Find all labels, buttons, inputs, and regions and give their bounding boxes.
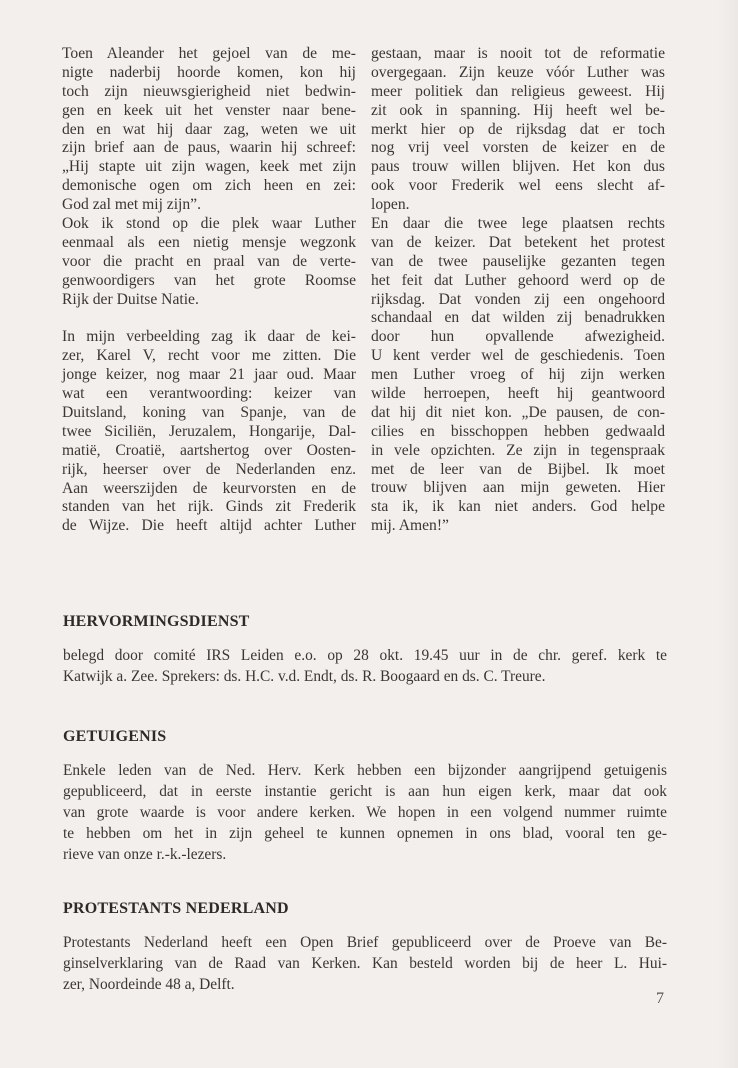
text-line: wilde herroepen, heeft hij geantwoord [371,385,665,403]
section-body [63,645,667,687]
text-line: het feit dat Luther gehoord werd op de [371,271,665,289]
text-line: nog vrij veel vorsten de keizer en de [371,139,665,157]
text-line: nigte naderbij hoorde komen, kon hij [62,63,356,81]
paragraph-gap [62,309,356,328]
section-heading: HERVORMINGSDIENST [63,613,250,630]
text-line: rieve van onze r.-k.-lezers. [63,846,227,863]
text-line: meer politiek dan religieus geweest. Hij [371,82,665,100]
text-line: twee Siciliën, Jeruzalem, Hongarije, Dal- [62,422,356,440]
text-line: demonische ogen om zich heen en zei: [62,177,356,195]
text-line: toch zijn nieuwsgierigheid niet bedwin- [62,82,356,100]
text-line: de Wijze. Die heeft altijd achter Luther [62,517,356,535]
text-line: Enkele leden van de Ned. Herv. Kerk hebben een bijzonder aangrijpend getuigenis [63,762,667,779]
text-line: eenmaal als een nietig mensje wegzonk [62,233,356,251]
text-line: „Hij stapte uit zijn wagen, keek met zijn [62,158,356,176]
section-body [63,932,667,995]
text-line: genwoordigers van het grote Roomse [62,271,356,289]
text-line: schandaal en dat wilden zij benadrukken [371,309,665,327]
text-line: door hun opvallende afwezigheid. [371,328,665,346]
text-line: Duitsland, koning van Spanje, van de [62,404,356,422]
text-line: van de keizer. Dat betekent het protest [371,233,665,251]
text-line: merkt hier op de rijksdag dat er toch [371,120,665,138]
text-line: den en wat hij daar zag, weten we uit [62,120,356,138]
section-heading: PROTESTANTS NEDERLAND [63,900,289,917]
text-line: rijksdag. Dat vonden zij een ongehoord [371,290,665,308]
article-column-left [62,45,356,536]
text-line: lopen. [371,196,410,214]
text-line: zer, Noordeinde 48 a, Delft. [63,976,235,993]
section-getuigenis [63,728,667,865]
text-line: mij. Amen!” [371,517,449,535]
text-line: in vele opzichten. Ze zijn in tegenspraak [371,441,665,459]
text-line: gepubliceerd, dat in eerste instantie gericht is aan hun eigen kerk, maar dat ook [63,783,667,800]
text-line: gen en keek uit het venster naar bene- [62,101,356,119]
page-edge-shadow [718,0,738,1068]
text-line: zit ook in spanning. Hij heeft wel be- [371,101,665,119]
text-line: paus trouw willen blijven. Het kon dus [371,158,665,176]
text-line: Katwijk a. Zee. Sprekers: ds. H.C. v.d. Endt, ds. R. Boogaard en ds. C. Treure. [63,668,546,685]
text-line: trouw blijven aan mijn geweten. Hier [371,479,665,497]
text-line: jonge keizer, nog maar 21 jaar oud. Maar [62,366,356,384]
text-line: Rijk der Duitse Natie. [62,290,199,308]
text-line: te hebben om het in zijn geheel te kunnen opnemen in ons blad, vooral ten ge- [63,825,667,842]
section-heading: GETUIGENIS [63,728,167,745]
text-line: Protestants Nederland heeft een Open Brief gepubliceerd over de Proeve van Be- [63,934,667,951]
text-line: sta ik, ik kan niet anders. God helpe [371,498,665,516]
article-column-right [371,45,665,536]
section-hervormingsdienst [63,613,667,687]
text-line: van de twee pauselijke gezanten tegen [371,252,665,270]
text-line: cilies en bisschoppen hebben gedwaald [371,422,665,440]
text-line: In mijn verbeelding zag ik daar de kei- [62,328,356,346]
text-line: U kent verder wel de geschiedenis. Toen [371,347,665,365]
section-body [63,760,667,865]
text-line: belegd door comité IRS Leiden e.o. op 28 okt. 19.45 uur in de chr. geref. kerk te [63,647,667,664]
text-line: ook voor Frederik wel eens slecht af- [371,177,665,195]
text-line: dat hij dit niet kon. „De pausen, de con- [371,403,665,421]
page-number: 7 [656,990,664,1007]
text-line: gestaan, maar is nooit tot de reformatie [371,45,665,62]
text-line: Aan weerszijden de keurvorsten en de [62,479,356,497]
text-line: men Luther vroeg of hij zijn werken [371,366,665,384]
text-line: zijn brief aan de paus, waarin hij schreef: [62,139,356,157]
text-line: matië, Croatië, aartshertog over Oosten- [62,441,356,459]
text-line: wat een verantwoording: keizer van [62,385,356,403]
text-line: Toen Aleander het gejoel van de me- [62,45,356,62]
text-line: En daar die twee lege plaatsen rechts [371,215,665,233]
text-line: God zal met mij zijn”. [62,196,202,214]
text-line: zer, Karel V, recht voor me zitten. Die [62,347,356,365]
text-line: met de leer van de Bijbel. Ik moet [371,460,665,478]
text-line: van grote waarde is voor andere kerken. We hopen in een volgend nummer ruimte [63,804,667,821]
text-line: rijk, heerser over de Nederlanden enz. [62,460,356,478]
text-line: overgegaan. Zijn keuze vóór Luther was [371,63,665,81]
text-line: standen van het rijk. Ginds zit Frederik [62,498,356,516]
text-line: Ook ik stond op die plek waar Luther [62,215,356,233]
text-line: ginselverklaring van de Raad van Kerken. Kan besteld worden bij de heer L. Hui- [63,955,667,972]
section-protestants-nederland [63,900,667,995]
text-line: voor die pracht en praal van de verte- [62,252,356,270]
